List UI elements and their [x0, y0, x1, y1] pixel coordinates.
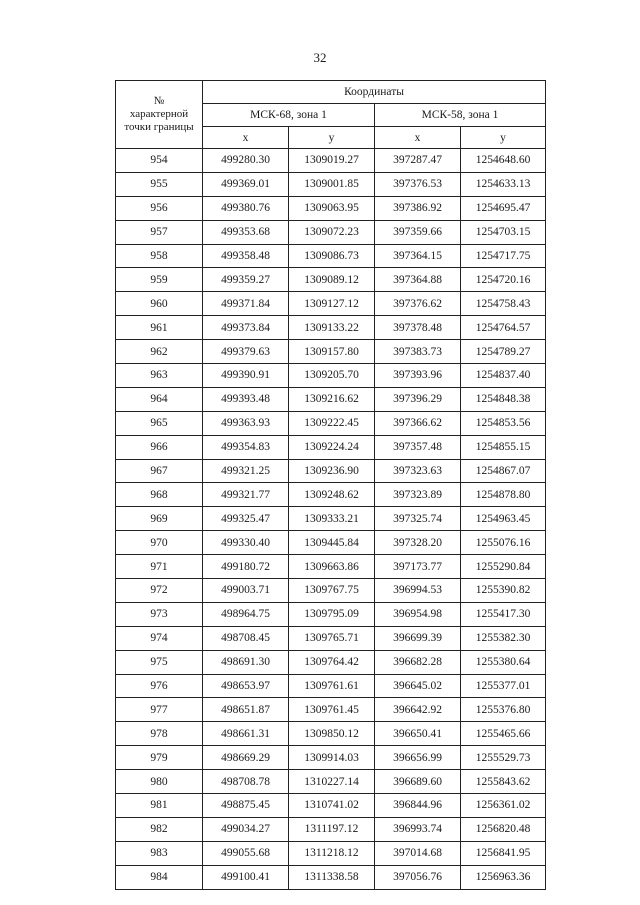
msk68-x-cell: 499055.68: [203, 841, 289, 865]
point-number-cell: 955: [116, 172, 203, 196]
msk58-y-cell: 1254848.38: [461, 387, 546, 411]
msk68-y-cell: 1309236.90: [289, 459, 375, 483]
msk58-x-cell: 396954.98: [375, 602, 461, 626]
point-number-header-line2: характерной: [129, 108, 189, 120]
msk58-y-cell: 1254867.07: [461, 459, 546, 483]
msk68-y-cell: 1309063.95: [289, 196, 375, 220]
point-number-cell: 983: [116, 841, 203, 865]
msk58-x-cell: 396682.28: [375, 650, 461, 674]
msk58-x-header: x: [375, 127, 461, 149]
point-number-cell: 980: [116, 770, 203, 794]
coordinates-table: [115, 80, 546, 890]
msk58-x-cell: 397376.62: [375, 292, 461, 316]
msk58-y-cell: 1254878.80: [461, 483, 546, 507]
point-number-cell: 973: [116, 602, 203, 626]
msk68-y-cell: 1309072.23: [289, 220, 375, 244]
table-row: [116, 220, 546, 244]
msk58-x-cell: 397014.68: [375, 841, 461, 865]
msk58-y-cell: 1256841.95: [461, 841, 546, 865]
msk58-y-cell: 1254758.43: [461, 292, 546, 316]
point-number-cell: 968: [116, 483, 203, 507]
msk68-y-cell: 1311218.12: [289, 841, 375, 865]
msk68-y-cell: 1309663.86: [289, 555, 375, 579]
msk68-x-cell: 498661.31: [203, 722, 289, 746]
table-row: [116, 865, 546, 889]
table-body: [116, 149, 546, 890]
msk58-x-cell: 397359.66: [375, 220, 461, 244]
point-number-cell: 963: [116, 364, 203, 388]
table-row: [116, 268, 546, 292]
msk58-x-cell: 397364.88: [375, 268, 461, 292]
msk68-x-cell: 499353.68: [203, 220, 289, 244]
point-number-cell: 958: [116, 244, 203, 268]
table-row: [116, 387, 546, 411]
msk68-x-cell: 498651.87: [203, 698, 289, 722]
msk58-y-cell: 1254853.56: [461, 411, 546, 435]
msk58-x-cell: 397325.74: [375, 507, 461, 531]
msk58-x-cell: 397386.92: [375, 196, 461, 220]
msk68-y-cell: 1309761.45: [289, 698, 375, 722]
msk58-x-cell: 397287.47: [375, 149, 461, 173]
msk68-y-cell: 1309086.73: [289, 244, 375, 268]
msk68-y-cell: 1309850.12: [289, 722, 375, 746]
table-row: [116, 340, 546, 364]
msk58-x-cell: 397328.20: [375, 531, 461, 555]
msk58-y-cell: 1254703.15: [461, 220, 546, 244]
msk58-x-cell: 397357.48: [375, 435, 461, 459]
msk58-y-header: y: [461, 127, 546, 149]
table-row: [116, 149, 546, 173]
point-number-cell: 964: [116, 387, 203, 411]
msk68-x-cell: 499358.48: [203, 244, 289, 268]
msk58-y-cell: 1254633.13: [461, 172, 546, 196]
point-number-cell: 957: [116, 220, 203, 244]
msk68-x-cell: 498708.78: [203, 770, 289, 794]
msk68-y-header: y: [289, 127, 375, 149]
point-number-cell: 956: [116, 196, 203, 220]
msk58-y-cell: 1255843.62: [461, 770, 546, 794]
msk58-x-cell: 397364.15: [375, 244, 461, 268]
point-number-cell: 977: [116, 698, 203, 722]
msk58-y-cell: 1255390.82: [461, 579, 546, 603]
msk68-y-cell: 1309761.61: [289, 674, 375, 698]
msk68-x-cell: 499373.84: [203, 316, 289, 340]
point-number-cell: 966: [116, 435, 203, 459]
msk68-y-cell: 1309001.85: [289, 172, 375, 196]
msk68-x-cell: 499354.83: [203, 435, 289, 459]
point-number-cell: 954: [116, 149, 203, 173]
msk58-y-cell: 1255376.80: [461, 698, 546, 722]
zone-msk68-header: МСК-68, зона 1: [203, 104, 375, 127]
table-row: [116, 555, 546, 579]
table-row: [116, 626, 546, 650]
msk58-y-cell: 1255417.30: [461, 602, 546, 626]
msk68-y-cell: 1309795.09: [289, 602, 375, 626]
msk68-x-cell: 499380.76: [203, 196, 289, 220]
point-number-cell: 975: [116, 650, 203, 674]
table-row: [116, 531, 546, 555]
table-row: [116, 674, 546, 698]
msk68-x-cell: 499100.41: [203, 865, 289, 889]
table-row: [116, 841, 546, 865]
msk58-y-cell: 1254855.15: [461, 435, 546, 459]
page-number: 32: [313, 50, 327, 65]
table-row: [116, 196, 546, 220]
msk58-y-cell: 1254648.60: [461, 149, 546, 173]
table-row: [116, 364, 546, 388]
msk58-x-cell: 397376.53: [375, 172, 461, 196]
msk68-y-cell: 1311197.12: [289, 817, 375, 841]
table-row: [116, 770, 546, 794]
msk58-y-cell: 1255380.64: [461, 650, 546, 674]
msk58-y-cell: 1256963.36: [461, 865, 546, 889]
point-number-cell: 978: [116, 722, 203, 746]
msk68-y-cell: 1309914.03: [289, 746, 375, 770]
msk68-x-cell: 499321.77: [203, 483, 289, 507]
msk68-x-cell: 499180.72: [203, 555, 289, 579]
msk58-x-cell: 397396.29: [375, 387, 461, 411]
point-number-cell: 971: [116, 555, 203, 579]
table-row: [116, 435, 546, 459]
msk58-y-cell: 1255290.84: [461, 555, 546, 579]
msk68-x-cell: 498875.45: [203, 794, 289, 818]
table-row: [116, 817, 546, 841]
msk58-x-cell: 396642.92: [375, 698, 461, 722]
table-row: [116, 794, 546, 818]
msk58-x-cell: 396689.60: [375, 770, 461, 794]
msk68-x-cell: 499393.48: [203, 387, 289, 411]
msk58-x-cell: 397323.63: [375, 459, 461, 483]
msk58-x-cell: 397173.77: [375, 555, 461, 579]
msk58-y-cell: 1255382.30: [461, 626, 546, 650]
point-number-header: [116, 81, 203, 149]
msk58-y-cell: 1254963.45: [461, 507, 546, 531]
msk58-y-cell: 1254720.16: [461, 268, 546, 292]
point-number-cell: 960: [116, 292, 203, 316]
table-row: [116, 459, 546, 483]
msk68-y-cell: 1309222.45: [289, 411, 375, 435]
msk68-y-cell: 1309205.70: [289, 364, 375, 388]
msk58-x-cell: 396994.53: [375, 579, 461, 603]
table-row: [116, 746, 546, 770]
point-number-cell: 970: [116, 531, 203, 555]
point-number-cell: 981: [116, 794, 203, 818]
point-number-cell: 967: [116, 459, 203, 483]
msk68-y-cell: 1309767.75: [289, 579, 375, 603]
point-number-cell: 972: [116, 579, 203, 603]
msk68-x-cell: 499034.27: [203, 817, 289, 841]
msk58-y-cell: 1256820.48: [461, 817, 546, 841]
table-row: [116, 244, 546, 268]
msk58-x-cell: 396650.41: [375, 722, 461, 746]
point-number-cell: 959: [116, 268, 203, 292]
msk68-x-header: x: [203, 127, 289, 149]
msk68-y-cell: 1309224.24: [289, 435, 375, 459]
point-number-cell: 965: [116, 411, 203, 435]
msk58-x-cell: 396699.39: [375, 626, 461, 650]
point-number-header-line3: точки границы: [124, 121, 194, 133]
table-row: [116, 411, 546, 435]
msk68-y-cell: 1309157.80: [289, 340, 375, 364]
point-number-cell: 979: [116, 746, 203, 770]
table-row: [116, 698, 546, 722]
msk68-x-cell: 498708.45: [203, 626, 289, 650]
point-number-cell: 974: [116, 626, 203, 650]
msk68-y-cell: 1309019.27: [289, 149, 375, 173]
msk58-x-cell: 397366.62: [375, 411, 461, 435]
msk68-y-cell: 1309127.12: [289, 292, 375, 316]
msk58-y-cell: 1255377.01: [461, 674, 546, 698]
msk58-x-cell: 397383.73: [375, 340, 461, 364]
msk68-y-cell: 1310227.14: [289, 770, 375, 794]
msk68-x-cell: 499321.25: [203, 459, 289, 483]
msk58-x-cell: 397378.48: [375, 316, 461, 340]
msk58-y-cell: 1256361.02: [461, 794, 546, 818]
msk68-x-cell: 499363.93: [203, 411, 289, 435]
msk68-x-cell: 499330.40: [203, 531, 289, 555]
msk58-y-cell: 1254695.47: [461, 196, 546, 220]
table-row: [116, 579, 546, 603]
msk68-y-cell: 1310741.02: [289, 794, 375, 818]
msk58-y-cell: 1255465.66: [461, 722, 546, 746]
msk68-x-cell: 499280.30: [203, 149, 289, 173]
table-row: [116, 292, 546, 316]
msk68-x-cell: 499325.47: [203, 507, 289, 531]
msk58-y-cell: 1254764.57: [461, 316, 546, 340]
table-header: [116, 81, 546, 149]
msk68-x-cell: 498964.75: [203, 602, 289, 626]
zone-msk58-header: МСК-58, зона 1: [375, 104, 546, 127]
msk68-y-cell: 1309764.42: [289, 650, 375, 674]
coordinates-header: Координаты: [203, 81, 546, 104]
msk58-x-cell: 396993.74: [375, 817, 461, 841]
point-number-cell: 984: [116, 865, 203, 889]
table-row: [116, 483, 546, 507]
msk68-x-cell: 499371.84: [203, 292, 289, 316]
msk68-y-cell: 1309333.21: [289, 507, 375, 531]
point-number-cell: 982: [116, 817, 203, 841]
msk68-x-cell: 498669.29: [203, 746, 289, 770]
point-number-cell: 962: [116, 340, 203, 364]
point-number-cell: 976: [116, 674, 203, 698]
msk58-x-cell: 397056.76: [375, 865, 461, 889]
msk68-x-cell: 499379.63: [203, 340, 289, 364]
msk58-x-cell: 397393.96: [375, 364, 461, 388]
table-row: [116, 172, 546, 196]
table-row: [116, 602, 546, 626]
msk68-x-cell: 499359.27: [203, 268, 289, 292]
msk68-y-cell: 1309216.62: [289, 387, 375, 411]
point-number-header-line1: №: [153, 95, 165, 107]
msk68-y-cell: 1309133.22: [289, 316, 375, 340]
table-row: [116, 722, 546, 746]
msk58-y-cell: 1255529.73: [461, 746, 546, 770]
point-number-cell: 969: [116, 507, 203, 531]
msk68-x-cell: 499369.01: [203, 172, 289, 196]
msk58-x-cell: 396844.96: [375, 794, 461, 818]
table-row: [116, 507, 546, 531]
msk68-y-cell: 1309089.12: [289, 268, 375, 292]
msk58-y-cell: 1255076.16: [461, 531, 546, 555]
msk68-x-cell: 498653.97: [203, 674, 289, 698]
point-number-cell: 961: [116, 316, 203, 340]
msk68-y-cell: 1311338.58: [289, 865, 375, 889]
msk68-y-cell: 1309765.71: [289, 626, 375, 650]
msk68-y-cell: 1309248.62: [289, 483, 375, 507]
msk58-y-cell: 1254717.75: [461, 244, 546, 268]
msk58-x-cell: 397323.89: [375, 483, 461, 507]
msk68-y-cell: 1309445.84: [289, 531, 375, 555]
msk58-x-cell: 396645.02: [375, 674, 461, 698]
msk68-x-cell: 498691.30: [203, 650, 289, 674]
msk68-x-cell: 499003.71: [203, 579, 289, 603]
table-row: [116, 316, 546, 340]
msk68-x-cell: 499390.91: [203, 364, 289, 388]
msk58-y-cell: 1254789.27: [461, 340, 546, 364]
msk58-y-cell: 1254837.40: [461, 364, 546, 388]
msk58-x-cell: 396656.99: [375, 746, 461, 770]
table-row: [116, 650, 546, 674]
